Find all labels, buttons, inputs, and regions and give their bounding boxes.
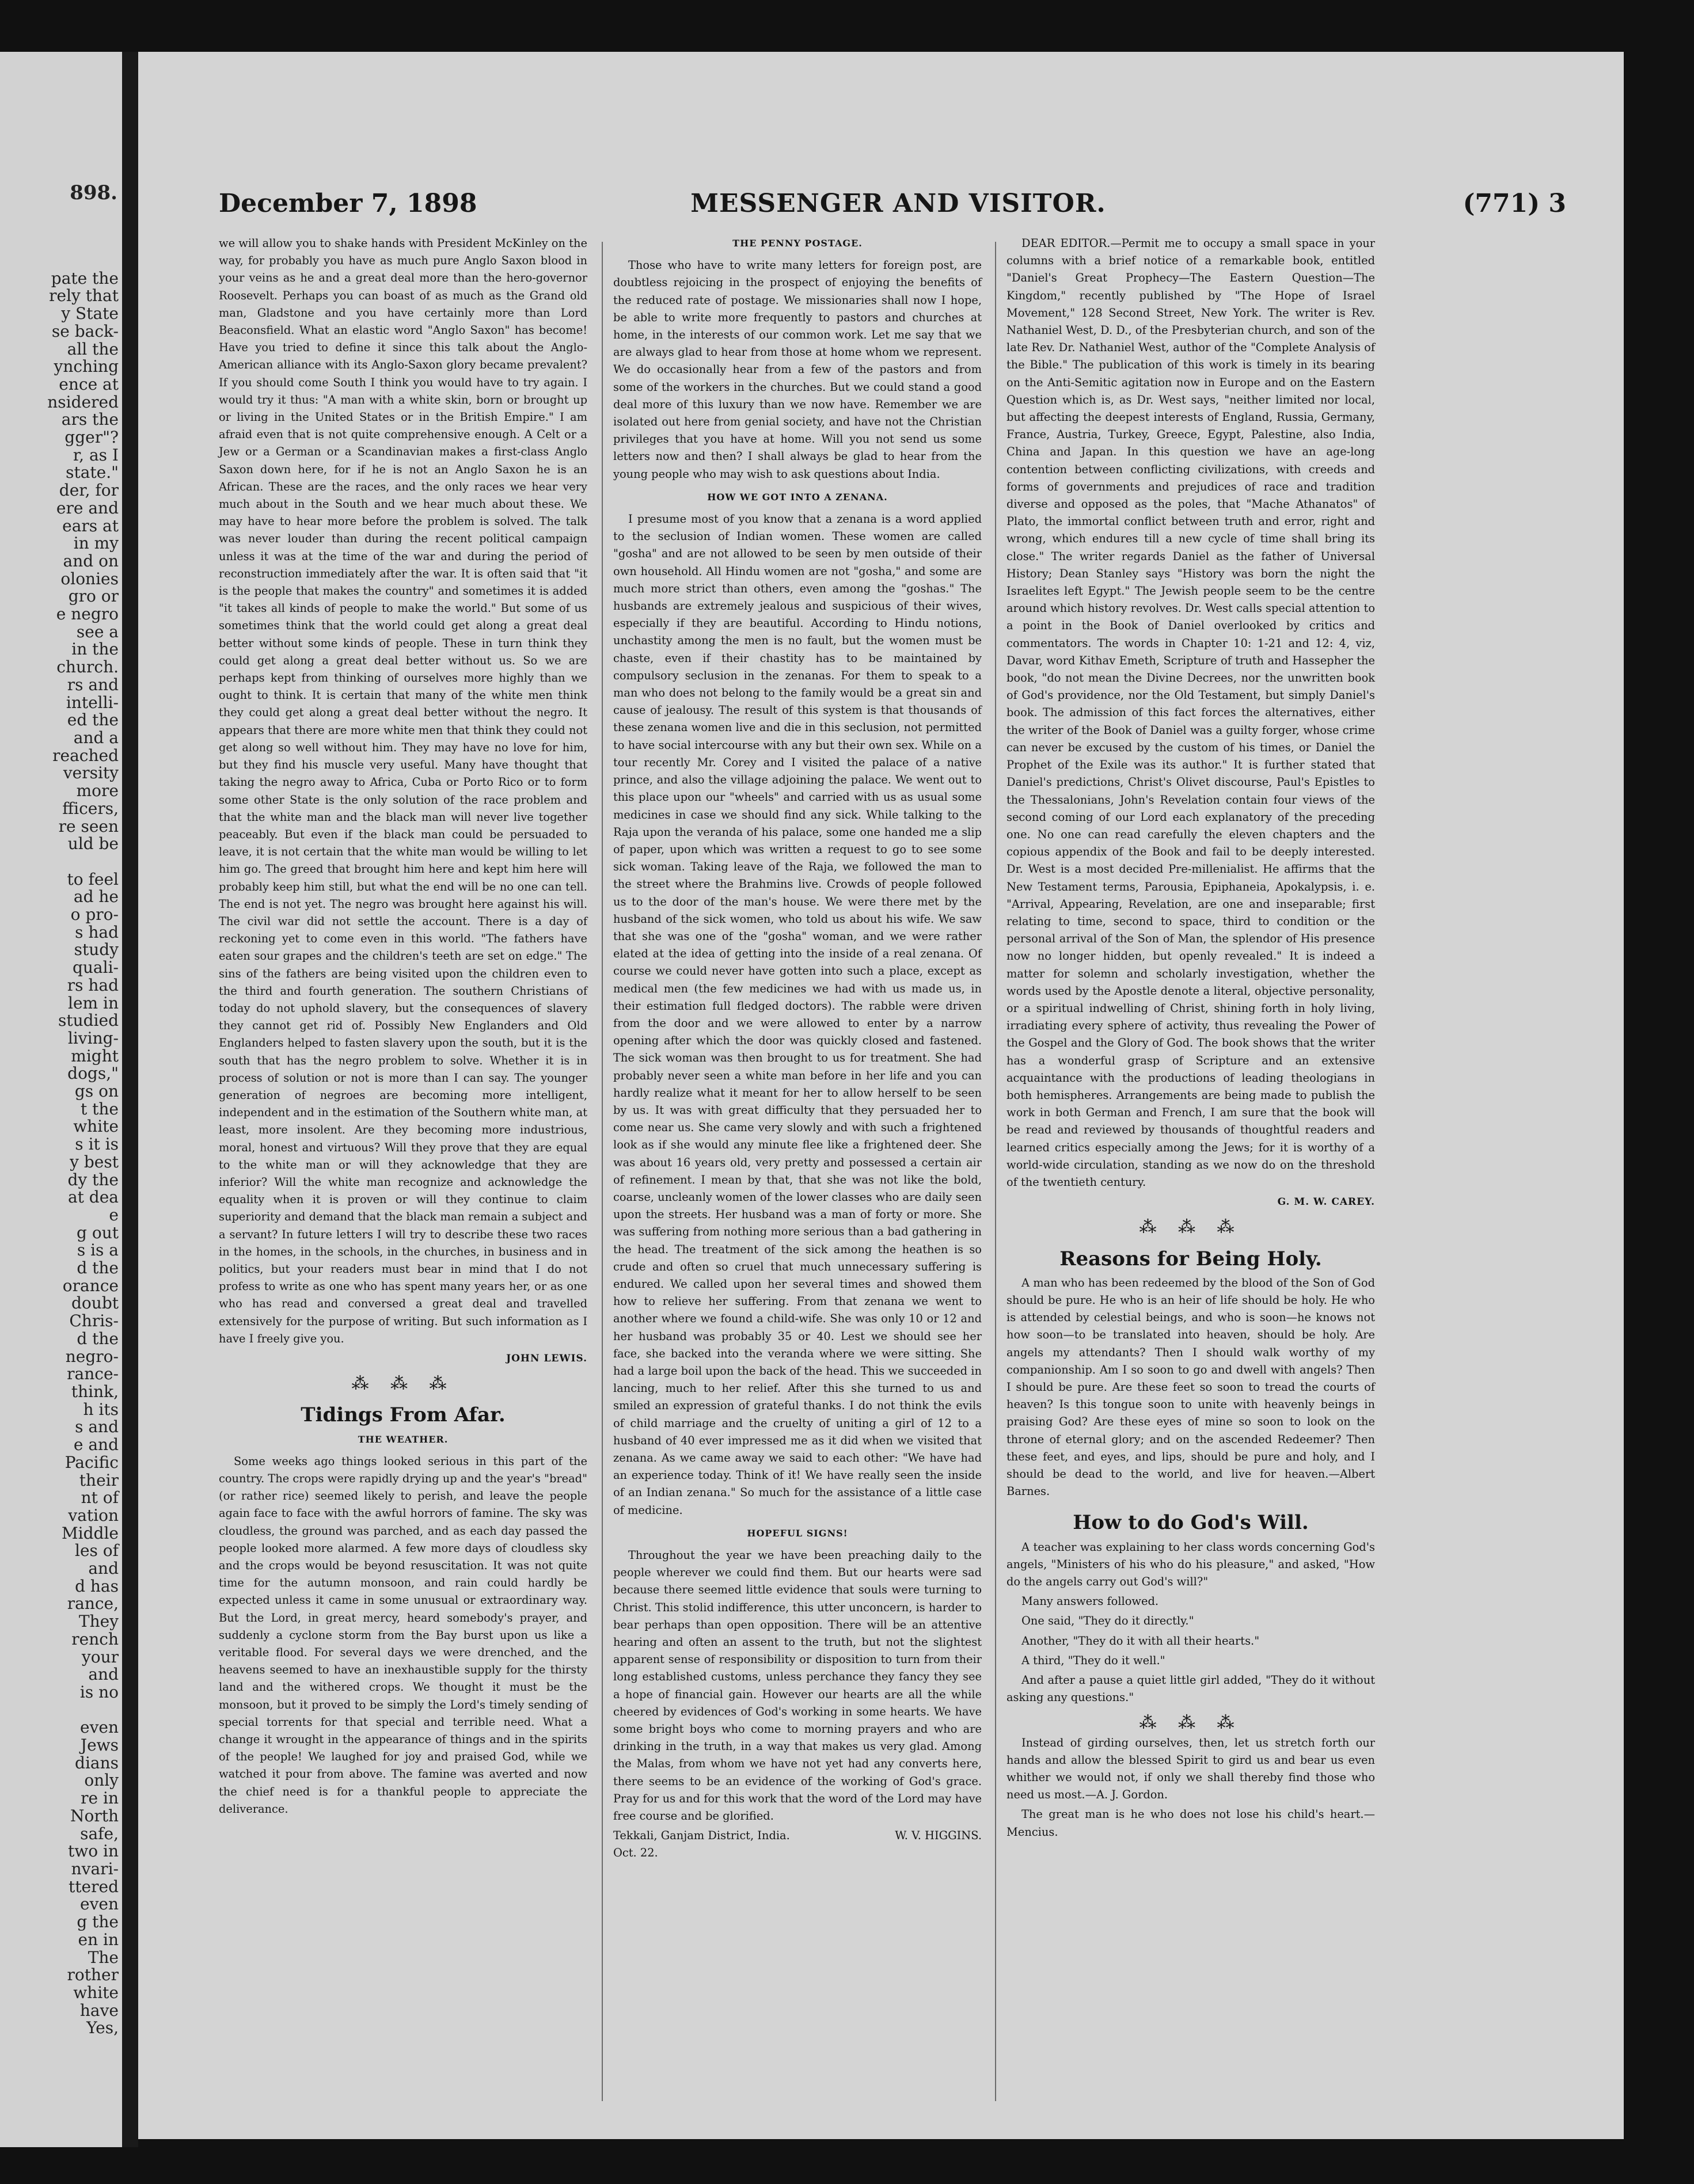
left-page-line: dy the	[67, 1170, 119, 1189]
left-page-line: ed the	[67, 710, 119, 730]
article-text: Many answers followed.	[1021, 1595, 1159, 1608]
left-page-line: re in	[81, 1789, 119, 1808]
left-page-line: studied	[58, 1011, 119, 1030]
left-page-line: gro or	[68, 587, 119, 606]
article-text: One said, "They do it directly."	[1021, 1614, 1194, 1628]
article-text: A third, "They do it well."	[1021, 1653, 1165, 1667]
column-3	[1006, 235, 1375, 1843]
left-page-line: e	[109, 1205, 119, 1224]
left-page-line: two in	[68, 1841, 119, 1861]
left-page-line: t the	[80, 1099, 119, 1118]
left-page-line: rother	[67, 1965, 119, 1985]
left-page-line: vation	[68, 1505, 119, 1525]
left-page-line: might	[71, 1046, 119, 1066]
dateline	[613, 1827, 982, 1844]
column-2	[613, 235, 982, 1862]
left-page-line: d has	[75, 1576, 119, 1596]
left-page-line: dogs,"	[67, 1064, 119, 1083]
article-text: DEAR EDITOR.—Permit me to occupy a small space in your columns with a brief notice of a remarkable book, entitled "Daniel's Great Prophecy—The Eastern Question—The Kingdom," recently published by "The Hope of Israel Movement," 128 Second Street, New York. The writer is Rev. Nathaniel West, D. D., of the Presbyterian church, and son of the late Rev. Dr. Nathaniel West, author of the "Complete Analysis of the Bible." The publication of this work is timely in its bearing on the Anti-Semitic agitation now in Europe and on the Eastern Question which is, as Dr. West says, "neither limited nor local, but affecting the deepest interests of England, Russia, Germany, France, Austria, Turkey, Greece, Egypt, Palestine, also India, China and Japan. In this question we have an age-long contention between conflicting civilizations, with creeds and forms of governments and prejudices of race and tradition diverse and opposed as the poles, that "Mache Athanatos" of Plato, the immortal conflict between truth and error, right and wrong, which endures till a new cycle of time shall bring its close." The writer regards Daniel as the father of Universal History; Dean Stanley says "History was born the night the Israelites left Egypt." The Jewish people seem to be the centre around which history revolves. Dr. West calls special attention to a point in the Book of Daniel overlooked by critics and commentators. The words in Chapter 10: 1-21 and 12: 4, viz, Davar, word Kithav Emeth, Scripture of truth and Hassepher the book, "do not mean the Divine Decrees, nor the unwritten book of God's providence, nor the Old Testament, but simply Daniel's book. The admission of this fact forces the alternatives, either the writer of the Book of Daniel was a guilty forger, whose crime can never be excused by the custom of his times, or Daniel the Prophet of the Exile was its author." It is further stated that Daniel's predictions, Christ's Olivet discourse, Paul's Epistles to the Thessalonians, John's Revelation contain four views of the second coming of our Lord each explanatory of the preceding one. No one can read carefully the eleven chapters and the copious appendix of the Book and fail to be deeply interested. Dr. West is a most decided Pre-millenialist. He affirms that the New Testament terms, Parousia, Epiphaneia, Apokalypsis, i. e. "Arrival, Appearing, Revelation, are one and inseparable; first relating to time, second to space, third to condition or the personal arrival of the Son of Man, the splendor of His presence now no longer hidden, but openly revealed." It is indeed a matter for solemn and scholarly investigation, whether the words used by the Apostle denote a literal, objective personality, or a spiritual indwelling of Christ, shining forth in holy living, irradiating every sphere of activity, thus revealing the Power of the Gospel and the Glory of God. The book shows that the writer has a wonderful grasp of Scripture and an extensive acquaintance with the productions of leading theologians in both hemispheres. Arrangements are being made to publish the work in both German and French, I am sure that the book will be read and reviewed by thousands of thoughtful readers and learned critics especially among the Jews; for it is worthy of a world-wide circulation, standing as we now do on the threshold of the twentieth century.	[1006, 237, 1375, 1189]
left-page-line: and on	[63, 551, 119, 570]
left-page-line: and	[88, 1559, 119, 1578]
dateline-place: Tekkali, Ganjam District, India.	[613, 1829, 790, 1843]
article-title: Tidings From Afar.	[301, 1403, 506, 1427]
left-page-line: rance,	[67, 1594, 119, 1614]
left-page-line: ere and	[56, 498, 119, 518]
left-page-line: ttered	[69, 1877, 119, 1896]
left-page-line: y best	[70, 1152, 119, 1171]
left-page-line: to feel	[67, 869, 119, 889]
left-page-line: se back-	[51, 321, 119, 341]
ornament: ⁂ ⁂ ⁂	[351, 1373, 455, 1394]
left-page-line: Middle	[62, 1523, 119, 1543]
left-page-line: ynching	[54, 357, 119, 376]
article-text: we will allow you to shake hands with President McKinley on the way, for probably you have as much pure Anglo Saxon blood in your veins as he and a great deal more than the hero-governor Roosevelt. Perhaps you can boast of as much as the Grand old man, Gladstone and you have certainly more than Lord Beaconsfield. What an elastic word "Anglo Saxon" has become! Have you tried to define it since this talk about the Anglo-American alliance with its Anglo-Saxon glory became prevalent? If you should come South I think you would have to try again. I would try it thus: "A man with a white skin, born or brought up or living in the United States or in the British Empire." I am afraid even that is not quite comprehensive enough. A Celt or a Jew or a German or a Scandinavian makes a first-class Anglo Saxon down here, for if he is not an Anglo Saxon he is an African. These are the races, and the only races we hear very much about in the South and we hear much about these. We may have to hear more before the problem is solved. The talk was never louder than during the recent political campaign unless it was at the time of the war and during the period of reconstruction immediately after the war. It is often said that "it is the people that makes the country" and sometimes it is added "it takes all kinds of people to make the world." But some of us sometimes think that the world could get along a great deal better without some kinds of people. These in turn think they could get along a great deal better without us. So we are perhaps kept from thinking of ourselves more highly than we ought to think. It is certain that many of the white men think they could get along a great deal better without the negro. It appears that there are more white men that think they could not get along so well without him. They may have no love for him, but they find his muscle very useful. Many have thought that taking the negro away to Africa, Cuba or Porto Rico or to form some other State is the only solution of the race problem and that the white man and the black man will never live together peaceably. But even if the black man could be persuaded to leave, it is not certain that the white man would be willing to let him go. The greed that brought him here and kept him here will probably keep him still, but what the end will be no one can tell. The end is not yet. The negro was brought here against his will. The civil war did not settle the account. There is a day of reckoning yet to come even in this world. "The fathers have eaten sour grapes and the children's teeth are set on edge." The sins of the fathers are being visited upon the children even to the third and fourth generation. The southern Christians of today do not uphold slavery, but the consequences of slavery they cannot get rid of. Possibly New Englanders and Old Englanders helped to fasten slavery upon the south, but it is the south that has the negro problem to solve. Whether it is in process of solution or not is more than I can say. The younger generation of negroes are becoming more intelligent, independent and in the estimation of the Southern white man, at least, more insolent. Are they becoming more industrious, moral, honest and virtuous? Will they prove that they are equal to the white man or will they acknowledge that they are inferior? Will the white man recognize and acknowledge the equality when it is proven or will they continue to claim superiority and demand that the black man remain a subject and a servant? In future letters I will try to describe these two races in the homes, in the schools, in the churches, in business and in politics, but your readers must bear in mind that I do not profess to write as one who has spent many years her, or as one who has read and conversed a great deal and travelled extensively for the purpose of writing. But such information as I have I freely give you.	[219, 237, 587, 1345]
left-page-line: nt of	[81, 1488, 119, 1508]
article-text: Instead of girding ourselves, then, let us stretch forth our hands and allow the blessed Spirit to gird us and bear us even whither we would not, if only we shall thereby find those who need us most.—A. J. Gordon.	[1006, 1736, 1375, 1802]
article-title: How to do God's Will.	[1073, 1511, 1309, 1535]
left-page-line: nsidered	[47, 392, 119, 412]
left-page-line: fficers,	[62, 798, 119, 818]
left-page-line: gger"?	[64, 428, 119, 447]
article-signature: G. M. W. CAREY.	[1277, 1196, 1375, 1208]
left-page-line: versity	[63, 763, 119, 783]
left-page-line: s it is	[75, 1135, 119, 1154]
left-page-line: pate the	[51, 268, 119, 288]
article-text: And after a pause a quiet little girl added, "They do it without asking any questions."	[1006, 1673, 1375, 1704]
left-page-line: church.	[56, 657, 119, 677]
header-paper-title: MESSENGER AND VISITOR.	[690, 189, 1106, 218]
article-text: I presume most of you know that a zenana is a word applied to the seclusion of Indian women. These women are called "gosha" and are not allowed to be seen by men outside of their own household. All Hindu women are not "gosha," and some are much more strict than others, even among the "goshas." The husbands are extremely jealous and suspicious of their wives, especially if they are beautiful. According to Hindu notions, unchastity among the men is no fault, but the women must be chaste, even if their chastity has to be maintained by compulsory seclusion in the zenanas. For them to speak to a man who does not belong to the family would be a great sin and cause of jealousy. The result of this system is that thousands of these zenana women live and die in this seclusion, not permitted to have social intercourse with any but their own sex. While on a tour recently Mr. Corey and I visited the palace of a native prince, and also the village adjoining the palace. We went out to this place upon our "wheels" and carried with us as usual some medicines in case we should find any sick. While talking to the Raja upon the veranda of his palace, some one handed me a slip of paper, upon which was written a request to go to see some sick woman. Taking leave of the Raja, we followed the man to the street where the Brahmins live. Crowds of people followed us to the door of the man's house. We were there met by the husband of the sick women, who told us about his wife. We saw that she was one of the "gosha" woman, and we were rather elated at the idea of getting into the inside of a real zenana. Of course we could never have gotten into such a place, except as medical men (the few medicines we had with us made us, in their estimation full fledged doctors). The rabble were driven from the door and we were allowed to enter by a narrow opening after which the door was quickly closed and fastened. The sick woman was then brought to us for treatment. She had probably never seen a white man before in her life and you can hardly realize what it meant for her to allow herself to be seen by us. It was with great difficulty that they persuaded her to come near us. She came very slowly and with such a frightened look as if she would any minute flee like a frightened deer. She was about 16 years old, very pretty and possessed a certain air of refinement. I mean by that, that she was not like the bold, coarse, uncleanly women of the lower classes who are daily seen upon the streets. Her husband was a man of forty or more. She was suffering from nothing more serious than a bad gathering in the head. The treatment of the sick among the heathen is so crude and often so cruel that much unnecessary suffering is endured. We called upon her several times and showed them how to relieve her suffering. From that zenana we went to another where we found a child-wife. She was only 10 or 12 and her husband was probably 35 or 40. Lest we should see her face, she backed into the veranda where we were sitting. She had a large boil upon the back of the head. This we succeeded in lancing, much to her relief. After this she turned to us and smiled an expression of grateful thanks. I do not think the evils of child marriage and the cruelty of uniting a girl of 12 to a husband of 40 ever impressed me as it did when we visited that zenana. As we came away we said to each other: "We have had an experience today. Think of it! We have really seen the inside of an Indian zenana." So much for the assistance of a little case of medicine.	[613, 512, 982, 1517]
dateline-signature: W. V. HIGGINS.	[895, 1829, 982, 1843]
left-page-line: lem in	[68, 993, 119, 1013]
article-text: The great man is he who does not lose his child's heart.—Mencius.	[1006, 1808, 1375, 1839]
left-page-line: think,	[71, 1382, 119, 1401]
left-page-line: doubt	[71, 1293, 119, 1313]
page-header	[219, 189, 1566, 229]
left-page-line: g out	[77, 1223, 119, 1242]
left-page-line: They	[78, 1612, 119, 1631]
binding-gutter	[122, 52, 138, 2147]
left-page-line: re seen	[58, 816, 119, 836]
left-page-line: en in	[78, 1930, 119, 1949]
left-page-line: s had	[75, 922, 119, 942]
left-page-line: your	[81, 1647, 119, 1666]
left-page-line: and a	[73, 728, 119, 747]
left-page-line: h its	[83, 1399, 119, 1419]
left-page-line: negro-	[65, 1346, 119, 1366]
ornament: ⁂ ⁂ ⁂	[1139, 1713, 1243, 1733]
left-page-line: Chris-	[69, 1311, 119, 1331]
article-subhead: THE WEATHER.	[358, 1433, 449, 1445]
left-page-line: intelli-	[66, 693, 119, 712]
left-page-line: in the	[71, 640, 119, 659]
left-page-line: study	[74, 940, 119, 960]
left-page-line: state."	[66, 463, 119, 482]
left-page-line: ears at	[62, 516, 119, 535]
article-text: Throughout the year we have been preaching daily to the people wherever we could find them. But our hearts were sad because there seemed little evidence that souls were turning to Christ. This stolid indifference, this utter unconcern, is harder to bear perhaps than open opposition. There will be an attentive hearing and often an assent to the truth, but not the slightest apparent sense of responsibility or disposition to turn from their long established customs, unless perchance they fancy they see a hope of financial gain. However our hearts are all the while cheered by evidences of God's working in some hearts. We have some bright boys who come to morning prayers and who are drinking in the truth, in a way that makes us very glad. Among the Malas, from whom we have not yet had any converts here, there seems to be an evidence of the working of God's grace. Pray for us and for this work that the word of the Lord may have free course and be glorified.	[613, 1548, 982, 1823]
left-page-line: d the	[77, 1329, 119, 1348]
left-page-line: orance	[62, 1276, 119, 1295]
article-text: Those who have to write many letters for foreign post, are doubtless rejoicing in the prospect of enjoying the benefits of the reduced rate of postage. We missionaries shall now I hope, be able to write more frequently to pastors and churches at home, in the interests of our common work. Let me say that we are always glad to hear from those at home whom we represent. We do occasionally hear from a few of the pastors and from some of the workers in the churches. But we could stand a good deal more of this luxury than we now have. Remember we are isolated out here from genial society, and have not the Christian privileges that you have at home. Will you not send us some letters now and then? I shall always be glad to hear from the young people who may wish to ask questions about India.	[613, 258, 982, 481]
article-signature: JOHN LEWIS.	[506, 1353, 587, 1364]
left-page-line: in my	[73, 534, 119, 553]
left-page-line: ence at	[59, 374, 119, 394]
left-page-line: s is a	[77, 1241, 119, 1260]
left-page-line: o pro-	[70, 905, 119, 924]
left-page-line: reached	[52, 745, 119, 765]
left-page-line: dians	[75, 1753, 119, 1772]
column-rule	[602, 242, 603, 2101]
left-page-line: e and	[73, 1435, 119, 1455]
left-page-line: nvari-	[71, 1859, 119, 1878]
article-text: Another, "They do it with all their hearts."	[1021, 1634, 1260, 1647]
left-page-line: white	[73, 1983, 119, 2002]
left-page-line: Yes,	[86, 2018, 119, 2038]
left-page-line: rs and	[67, 675, 119, 694]
article-text: Some weeks ago things looked serious in this part of the country. The crops were rapidly drying up and the year's "bread" (or rather rice) seemed likely to perish, and leave the people again face to face with the awful horrors of famine. The sky was cloudless, the ground was parched, and as each day passed the people looked more alarmed. A few more days of cloudless sky and the crops would be beyond resuscitation. It was not quite time for the autumn monsoon, and rain could hardly be expected unless it came in some unusual or extraordinary way. But the Lord, in great mercy, heard somebody's prayer, and suddenly a cyclone storm from the Bay burst upon us like a veritable flood. For several days we were drenched, and the heavens seemed to have an inexhaustible supply for the thirsty land and the withered crops. We thought it must be the monsoon, but it proved to be simply the Lord's timely sending of special torrents for that special and terrible need. What a change it wrought in the appearance of things and in the spirits of the people! We laughed for joy and praised God, while we watched it pour from above. The famine was averted and now the chief need is for a thankful people to appreciate the deliverance.	[219, 1454, 588, 1816]
left-page-line: y State	[61, 304, 119, 324]
left-page-line: quali-	[72, 958, 119, 977]
left-page-line: gs on	[74, 1082, 119, 1101]
left-page-line: only	[84, 1771, 119, 1790]
left-page-line: der, for	[59, 481, 119, 500]
left-page-line	[0, 853, 119, 871]
article-subhead: HOPEFUL SIGNS!	[747, 1527, 848, 1539]
dateline-date: Oct. 22.	[613, 1846, 658, 1860]
left-page-header: 898.	[70, 181, 117, 204]
left-page-line: ars the	[61, 410, 119, 429]
left-page-line: les of	[74, 1541, 119, 1561]
left-page-line: safe,	[80, 1824, 119, 1843]
left-page-lines	[0, 270, 122, 2037]
left-page-line: ad he	[73, 887, 119, 907]
left-page-line: rance-	[67, 1364, 119, 1384]
left-page-line: their	[79, 1470, 119, 1490]
left-page-line: rench	[71, 1629, 119, 1649]
left-page-line: rs had	[67, 975, 119, 995]
left-page-line: g the	[77, 1912, 119, 1932]
left-page-line	[0, 1702, 119, 1719]
left-page-line: rely that	[49, 286, 119, 306]
left-page-line: even	[80, 1718, 119, 1737]
left-page-line: Jews	[80, 1736, 119, 1755]
article-title: Reasons for Being Holy.	[1059, 1247, 1322, 1270]
left-page-line: have	[79, 2000, 119, 2020]
article-text: A man who has been redeemed by the blood of the Son of God should be pure. He who is an heir of life should be holy. He who is attended by celestial beings, and who is soon—he knows not how soon—to be translated into heaven, should be holy. Are angels my attendants? Then I should walk worthy of my companionship. Am I so soon to go and dwell with angels? Then I should be pure. Are these feet so soon to tread the courts of heaven? Is this tongue soon to unite with heavenly beings in praising God? Are these eyes of mine so soon to look on the throne of eternal glory; and on the ascended Redeemer? Then these feet, and eyes, and lips, should be pure and holy, and I should be dead to the world, and live for heaven.—Albert Barnes.	[1006, 1276, 1375, 1498]
article-subhead: HOW WE GOT INTO A ZENANA.	[707, 491, 888, 503]
column-1	[219, 235, 587, 1820]
left-page-line: North	[70, 1806, 119, 1825]
left-page-line: uld be	[67, 834, 119, 854]
left-page-line: e negro	[56, 604, 119, 624]
ornament: ⁂ ⁂ ⁂	[1139, 1217, 1243, 1238]
header-date: December 7, 1898	[219, 189, 477, 218]
left-page-line: olonies	[60, 569, 119, 588]
left-page-line: at dea	[67, 1188, 119, 1207]
left-page-line: and	[88, 1665, 119, 1684]
left-page-line: s and	[75, 1417, 119, 1437]
left-page-line: The	[88, 1947, 119, 1967]
left-page-line: Pacific	[64, 1452, 119, 1472]
newspaper-page	[138, 52, 1624, 2139]
left-page-line: r, as I	[73, 445, 119, 465]
left-page-line: white	[73, 1117, 119, 1136]
left-page-line: even	[80, 1894, 119, 1914]
left-page-line: all the	[67, 339, 119, 359]
left-page-line: d the	[77, 1258, 119, 1278]
left-page-line: see a	[76, 622, 119, 641]
column-rule	[995, 242, 996, 2101]
article-subhead: THE PENNY POSTAGE.	[732, 238, 863, 249]
left-page-fragment	[0, 52, 122, 2147]
left-page-line: is no	[79, 1682, 119, 1702]
article-text: A teacher was explaining to her class words concerning God's angels, "Ministers of his who do his pleasure," and asked, "How do the angels carry out God's will?"	[1006, 1540, 1375, 1589]
left-page-line: living-	[67, 1028, 119, 1048]
header-page-number: (771) 3	[1463, 189, 1566, 218]
left-page-line: more	[76, 781, 119, 801]
